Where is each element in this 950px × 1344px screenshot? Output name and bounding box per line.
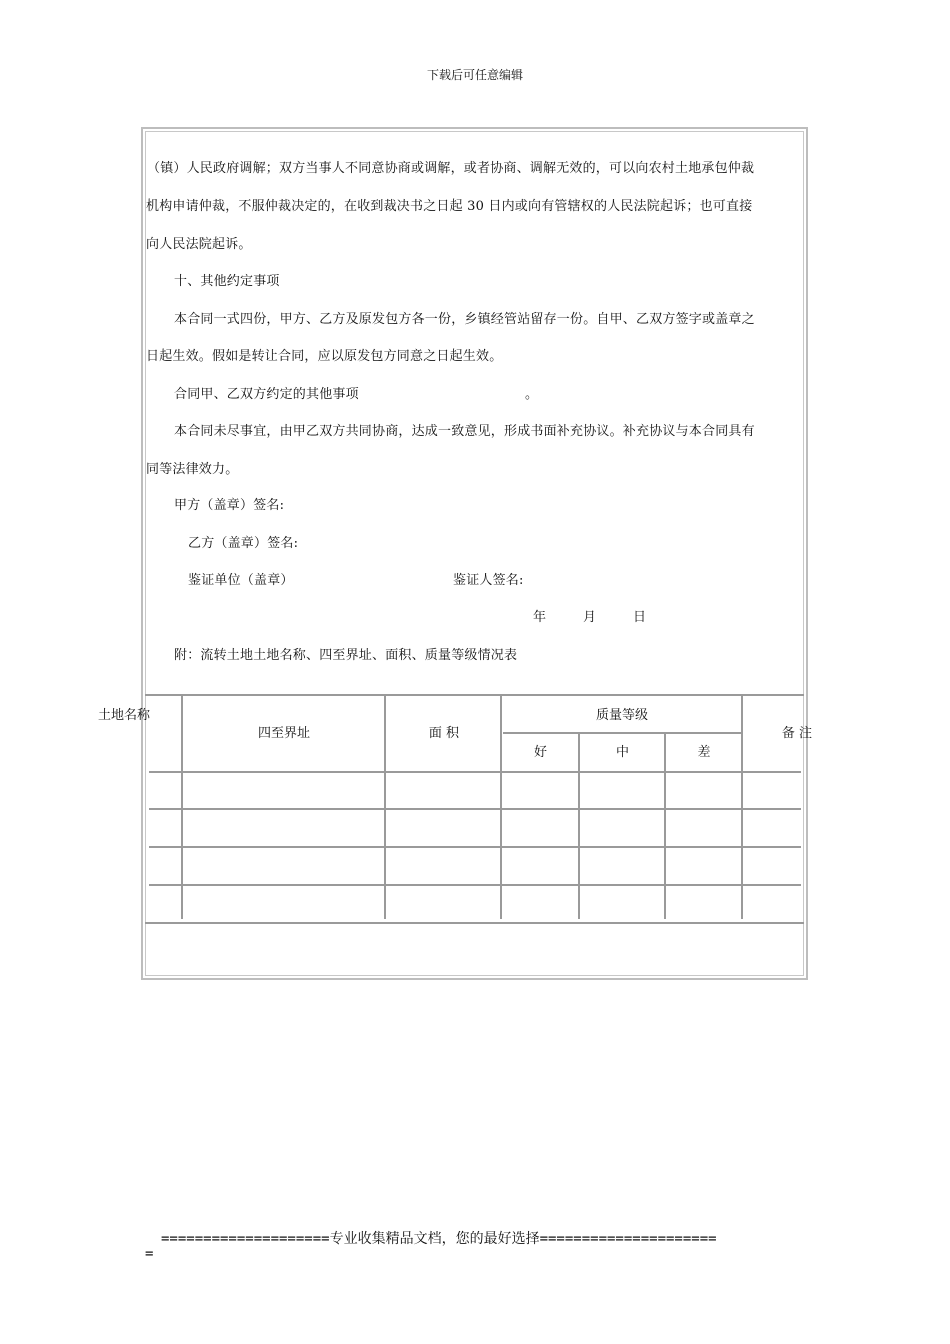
body-line: （镇）人民政府调解；双方当事人不同意协商或调解，或者协商、调解无效的，可以向农村土地承包仲裁	[147, 161, 755, 176]
body-line: 机构申请仲裁，不服仲裁决定的，在收到裁决书之日起 30 日内或向有管辖权的人民法院起诉；也可直接	[146, 199, 753, 214]
body-line: 同等法律效力。	[146, 462, 239, 477]
table-rule	[149, 884, 801, 886]
table-rule	[145, 694, 804, 696]
col-quality: 质量等级	[595, 708, 648, 723]
table-rule	[149, 771, 801, 773]
quality-mid: 中	[615, 745, 629, 760]
quality-poor: 差	[697, 745, 711, 760]
date-year: 年	[533, 610, 547, 625]
table-rule	[664, 732, 666, 919]
body-line-period: 。	[525, 387, 539, 402]
body-line: 合同甲、乙双方约定的其他事项	[174, 387, 359, 402]
party-b-signature: 乙方（盖章）签名:	[188, 536, 299, 551]
quality-good: 好	[533, 745, 547, 760]
table-rule	[149, 808, 801, 810]
col-remarks: 备 注	[781, 726, 813, 741]
table-rule	[384, 694, 386, 919]
col-land-name: 土地名称	[98, 708, 151, 723]
section-heading: 十、其他约定事项	[174, 274, 280, 289]
table-rule	[500, 694, 502, 919]
attachment-title: 附：流转土地土地名称、四至界址、面积、质量等级情况表	[174, 648, 518, 663]
body-line: 向人民法院起诉。	[146, 237, 252, 252]
date-month: 月	[583, 610, 597, 625]
verifier-unit: 鉴证单位（盖章）	[188, 573, 294, 588]
table-rule	[578, 732, 580, 919]
verifier-person: 鉴证人签名:	[453, 573, 524, 588]
body-line: 本合同未尽事宜，由甲乙双方共同协商，达成一致意见，形成书面补充协议。补充协议与本合同具有	[174, 424, 755, 439]
table-rule	[741, 694, 743, 919]
header-note: 下载后可任意编辑	[426, 68, 523, 82]
col-boundaries: 四至界址	[257, 726, 310, 741]
party-a-signature: 甲方（盖章）签名:	[174, 498, 285, 513]
footer-banner-tail: =	[145, 1246, 154, 1262]
body-line: 日起生效。假如是转让合同，应以原发包方同意之日起生效。	[146, 349, 503, 364]
contract-frame-inner	[145, 131, 804, 976]
table-rule	[145, 922, 804, 924]
date-day: 日	[633, 610, 647, 625]
table-rule	[181, 694, 183, 919]
col-area: 面 积	[428, 726, 460, 741]
table-rule	[503, 732, 742, 734]
footer-banner: ====================专业收集精品文档，您的最好选择=====================	[161, 1231, 717, 1247]
table-rule	[149, 846, 801, 848]
body-line: 本合同一式四份，甲方、乙方及原发包方各一份，乡镇经管站留存一份。自甲、乙双方签字或盖章之	[174, 312, 755, 327]
